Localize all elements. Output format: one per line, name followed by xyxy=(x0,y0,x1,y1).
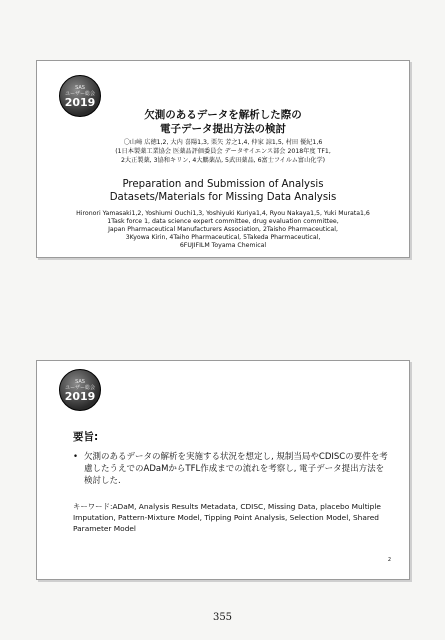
logo-top-text: SAS ユーザー総会 xyxy=(64,379,95,391)
abstract-heading: 要旨: xyxy=(73,431,99,443)
affiliation-en-line-2: Japan Pharmaceutical Manufacturers Association, 2Taisho Pharmaceutical, xyxy=(108,226,338,233)
logo-top-text: SAS ユーザー総会 xyxy=(64,85,95,97)
authors-en: Hironori Yamasaki1,2, Yoshiumi Ouchi1,3, Yoshiyuki Kuriya1,4, Ryou Nakaya1,5, Yuki Murata1,6 xyxy=(76,210,370,217)
logo-year: 2019 xyxy=(64,96,96,109)
authors-ja: 〇山﨑 広徳1,2, 大内 喜陽1,3, 栗矢 芳之1,4, 仲家 諒1,5, 村田 優紀1,6 xyxy=(123,139,323,146)
slide-title xyxy=(36,60,410,258)
title-ja-line-1: 欠測のあるデータを解析した際の xyxy=(144,109,302,121)
abstract-bullet xyxy=(73,451,391,487)
abstract-text: 欠測のあるデータの解析を実施する状況を想定し, 規制当局やCDISCの要件を考慮したうえでのADaMからTFL作成までの流れを考察し, 電子データ提出方法を検討した. xyxy=(84,452,388,486)
sas-2019-logo xyxy=(59,369,101,411)
keywords: キーワード:ADaM, Analysis Results Metadata, CDISC, Missing Data, placebo Multiple Imputation, Pattern-Mixture Model, Tipping Point Analysis, Selection Model, Shared Parameter Model xyxy=(73,502,381,533)
affiliation-en-line-1: 1Task force 1, data science expert committee, drug evaluation committee, xyxy=(107,218,339,225)
title-en-line-2: Datasets/Materials for Missing Data Analysis xyxy=(109,192,337,203)
bullet-icon: • xyxy=(73,452,79,462)
affiliation-en-line-4: 6FUJIFILM Toyama Chemical xyxy=(179,242,267,249)
title-en-line-1: Preparation and Submission of Analysis xyxy=(122,179,324,190)
affiliation-en-line-3: 3Kyowa Kirin, 4Taiho Pharmaceutical, 5Takeda Pharmaceutical, xyxy=(125,234,321,241)
affiliation-ja-line-2: 2大正製薬, 3協和キリン, 4大鵬薬品, 5武田薬品, 6富士フイルム富山化学) xyxy=(120,157,326,164)
title-ja-line-2: 電子データ提出方法の検討 xyxy=(160,123,286,135)
affiliation-ja-line-1: (1日本製薬工業協会 医薬品評価委員会 データサイエンス部会 2018年度 TF1, xyxy=(115,148,331,155)
slide-abstract xyxy=(36,360,410,580)
page-number: 355 xyxy=(212,612,233,623)
logo-year: 2019 xyxy=(64,390,96,403)
slide-page-number: 2 xyxy=(387,557,391,563)
